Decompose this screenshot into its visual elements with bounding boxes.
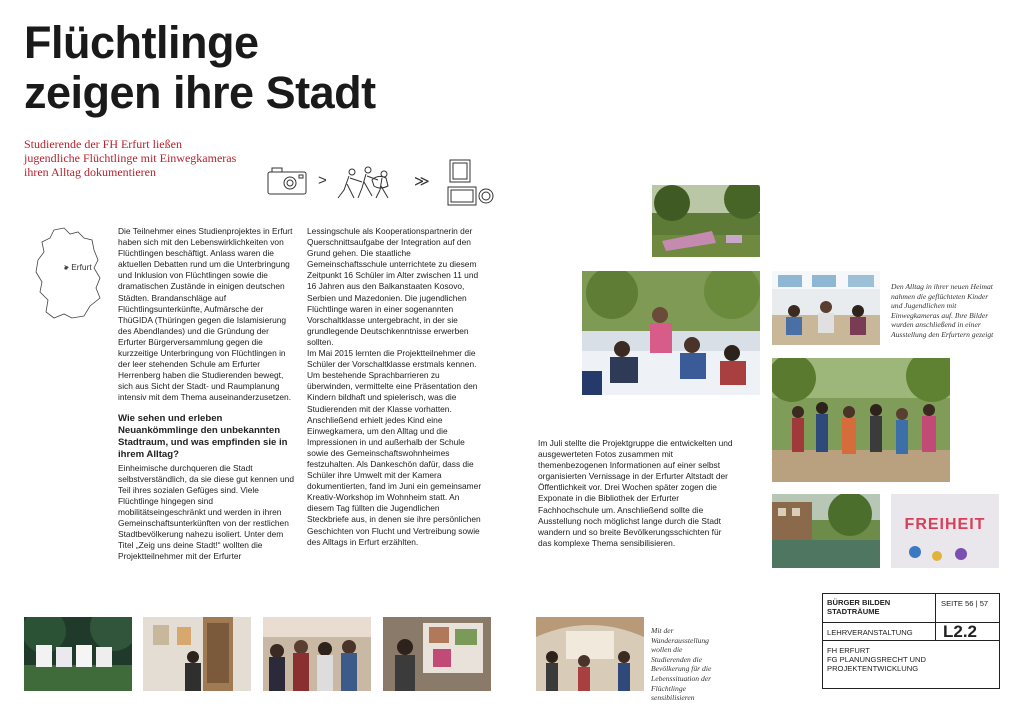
- photo-park: [652, 185, 760, 257]
- institution-line-2: FG PLANUNGSRECHT UND: [827, 655, 927, 664]
- photo-freiheit: [891, 494, 999, 568]
- photo-exhibition-wall: [383, 617, 491, 691]
- subtitle-line-1: Studierende der FH Erfurt ließen: [24, 137, 182, 151]
- page-number: SEITE 56 | 57: [941, 599, 989, 608]
- series-title-line-1: BÜRGER BILDEN: [827, 598, 891, 607]
- series-title-line-2: STADTRÄUME: [827, 607, 880, 616]
- title-line-2: zeigen ihre Stadt: [24, 67, 376, 118]
- title-line-1: Flüchtlinge: [24, 17, 259, 68]
- refugees-icon: [338, 167, 388, 198]
- photo-workshop-outdoor: [582, 271, 760, 395]
- caption-right: Den Alltag in ihrer neuen Heimat nahmen die geflüchteten Kinder und Jugendlichen mit Einwegkameras auf. Ihre Bilder wurden anschließend in einer Ausstellung den Erfurtern gezeigt: [891, 282, 994, 339]
- column2-paragraph-1: Lessingschule als Kooperationspartnerin der Querschnittsaufgabe der Integration auf den Grund gehen. Die staatliche Gemeinschaftsschule unterrichtete zu diesem Zeitpunkt 16 Schüler im Alter zwischen 11 und 16 Jahren aus den Balkanstaaten Kosovo, Serbien und Mazedonien. Die jugendlichen Flüchtlinge waren in einer sogenannten Vorschaltklasse untergebracht, in der sie grundlegende Deutschkenntnisse erwerben sollten.: [307, 226, 479, 347]
- process-icons: [264, 158, 496, 208]
- photo-river: [772, 494, 880, 568]
- category-label: LEHRVERANSTALTUNG: [827, 628, 913, 637]
- process-illustration: [264, 158, 496, 208]
- photo-laundry: [24, 617, 132, 691]
- series-title: [827, 598, 890, 616]
- subtitle: [24, 137, 284, 179]
- info-box: [822, 593, 1000, 689]
- column1-question-heading: Wie sehen und erleben Neuankömmlinge den unbekannten Stadtraum, und was empfinden sie in ihrem Alltag?: [118, 412, 288, 460]
- freiheit-painted-text: FREIHEIT: [904, 516, 986, 533]
- column1-paragraph-1: Die Teilnehmer eines Studienprojektes in Erfurt haben sich mit den Lebenswirklichkeiten von Flüchtlingen beschäftigt. Anlass waren die aktuellen Debatten rund um die Unterbringung und Inklusion von Flüchtlingen sowie die dramatischen Zustände in einigen deutschen Städten. Brandanschläge auf Flüchtlingsunterkünfte, Aufmärsche der ThüGIDA (Thüringen gegen die Islamisierung des Abendlandes) und die Gründung der Erfurter Bürgerversammlung gegen die kurzzeitige Unterbringung von Flüchtlingen in der leer stehenden Schule am Erfurter Herrenberg haben die Studierenden bewegt, sich aus Sicht der Stadt- und Raumplanung intensiv mit dem Thema auseinanderzusetzen.: [118, 226, 293, 403]
- column1-paragraph-2: Einheimische durchqueren die Stadt selbstverständlich, da sie diese gut kennen und Teil ihres sozialen Gefüges sind. Viele Flüchtlinge hingegen sind mobilitätseingeschränkt und werden in ihren Gemeinschaftsunterkünften von der restlichen Stadtbevölkerung nahezu isoliert. Unter dem Titel „Zeig uns deine Stadt!“ wollten die Projektteilnehmer mit der Erfurter: [118, 462, 294, 562]
- institution-line-1: FH ERFURT: [827, 646, 870, 655]
- germany-outline-icon: [24, 226, 112, 322]
- photo-gallery-visitors: [536, 617, 644, 691]
- camera-icon: [268, 168, 306, 194]
- germany-map: [24, 226, 112, 322]
- caption-bottom: Mit der Wanderausstellung wollen die Studierenden die Bevölkerung für die Lebenssituation der Flüchtlinge sensibilisieren: [651, 626, 712, 703]
- photo-group-outdoor: [772, 358, 950, 482]
- exhibition-icon: [448, 160, 493, 205]
- institution: [827, 646, 926, 673]
- course-code: L2.2: [943, 622, 978, 641]
- photo-vernissage: [263, 617, 371, 691]
- text-column-1: [118, 226, 294, 562]
- process-arrow-2: ≫: [414, 173, 430, 190]
- info-box-divider-vertical: [935, 594, 936, 640]
- process-arrow-1: >: [318, 172, 327, 189]
- photo-interior: [143, 617, 251, 691]
- map-label: > Erfurt: [64, 262, 92, 272]
- photo-classroom: [772, 271, 880, 345]
- page-title: [24, 18, 504, 118]
- column2-paragraph-2: Im Mai 2015 lernten die Projektteilnehmer die Schüler der Vorschaltklasse erstmals kennen. Um bestehende Sprachbarrieren zu überwinden, vermittelte eine Präsentation den Kindern bildhaft und spielerisch, was die Studierenden mit der Klasse vorhatten. Anschließend erhielt jedes Kind eine Einwegkamera, um den Alltag und die Impressionen in und außerhalb der Schule sowie des Gemeinschaftswohnheimes festzuhalten. Als Dankeschön dafür, dass die Schüler ihre Umwelt mit der Kamera dokumentierten, fand im Juni ein gemeinsamer Kreativ-Workshop im Wohnheim statt. An diesem Tag füllten die Jugendlichen Steckbriefe aus, in denen sie ihre persönlichen Geschichten von Flucht und Vertreibung sowie des Alltags in Erfurt erzählten.: [307, 348, 482, 547]
- text-column-2: [307, 226, 483, 548]
- text-column-3: [538, 438, 736, 549]
- subtitle-line-2: jugendliche Flüchtlinge mit Einwegkameras: [24, 151, 237, 165]
- subtitle-line-3: ihren Alltag dokumentieren: [24, 165, 156, 179]
- column3-paragraph-1: Im Juli stellte die Projektgruppe die entwickelten und ausgewerteten Fotos zusammen mit themenbezogenen Informationen auf einer selbst organisierten Vernissage in der Erfurter Altstadt der Öffentlichkeit vor. Drei Wochen später zogen die Exponate in die Bibliothek der Erfurter Fachhochschule um. Anschließend sollte die Ausstellung noch möglichst lange durch die Stadt wandern und so breite Bevölkerungsschichten für das komplexe Thema sensibilisieren.: [538, 438, 733, 548]
- institution-line-3: PROJEKTENTWICKLUNG: [827, 664, 919, 673]
